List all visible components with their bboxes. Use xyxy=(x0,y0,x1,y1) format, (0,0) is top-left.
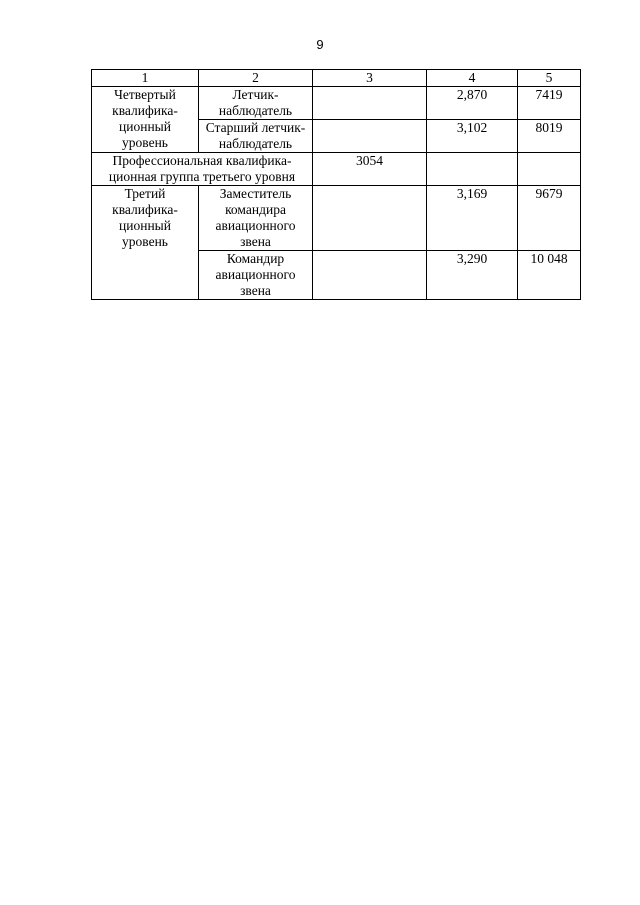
level-line: Третий xyxy=(124,186,166,201)
base-salary-cell xyxy=(313,120,427,153)
header-cell-5: 5 xyxy=(518,70,581,87)
position-line: звена xyxy=(240,234,271,249)
level-line: квалифика- xyxy=(112,202,178,217)
coefficient-cell: 3,169 xyxy=(427,186,518,251)
group-title-line: ционная группа третьего уровня xyxy=(108,169,296,184)
salary-cell xyxy=(518,153,581,186)
table-row xyxy=(92,87,581,120)
position-cell xyxy=(199,120,313,153)
group-title-line: Профессиональная квалифика- xyxy=(112,153,292,168)
level-line: уровень xyxy=(122,135,168,150)
position-line: Летчик- xyxy=(232,87,279,102)
header-cell-3: 3 xyxy=(313,70,427,87)
coefficient-cell xyxy=(427,153,518,186)
position-line: Заместитель xyxy=(219,186,292,201)
qualification-level-cell xyxy=(92,186,199,300)
salary-cell: 9679 xyxy=(518,186,581,251)
base-salary-cell xyxy=(313,186,427,251)
position-line: авиационного xyxy=(215,267,296,282)
base-salary-cell xyxy=(313,87,427,120)
position-line: наблюдатель xyxy=(218,103,293,118)
position-line: наблюдатель xyxy=(218,136,293,151)
position-line: Командир xyxy=(226,251,285,266)
table-row xyxy=(92,186,581,251)
header-cell-4: 4 xyxy=(427,70,518,87)
group-header-row xyxy=(92,153,581,186)
position-line: авиационного xyxy=(215,218,296,233)
base-salary-cell xyxy=(313,251,427,300)
page-number: 9 xyxy=(316,37,324,52)
salary-table xyxy=(91,69,581,300)
header-cell-2: 2 xyxy=(199,70,313,87)
position-line: командира xyxy=(225,202,286,217)
header-cell-1: 1 xyxy=(92,70,199,87)
coefficient-cell: 3,290 xyxy=(427,251,518,300)
position-cell xyxy=(199,186,313,251)
qualification-level-cell xyxy=(92,87,199,153)
level-line: ционный xyxy=(119,119,171,134)
coefficient-cell: 3,102 xyxy=(427,120,518,153)
level-line: Четвертый xyxy=(114,87,176,102)
position-line: Старший летчик- xyxy=(205,120,306,135)
level-line: ционный xyxy=(119,218,171,233)
professional-group-title-cell xyxy=(92,153,313,186)
header-row xyxy=(92,70,581,87)
position-cell xyxy=(199,87,313,120)
position-cell xyxy=(199,251,313,300)
salary-cell: 7419 xyxy=(518,87,581,120)
position-line: звена xyxy=(240,283,271,298)
salary-cell: 10 048 xyxy=(518,251,581,300)
level-line: квалифика- xyxy=(112,103,178,118)
group-base-salary-cell: 3054 xyxy=(313,153,427,186)
coefficient-cell: 2,870 xyxy=(427,87,518,120)
salary-cell: 8019 xyxy=(518,120,581,153)
level-line: уровень xyxy=(122,234,168,249)
